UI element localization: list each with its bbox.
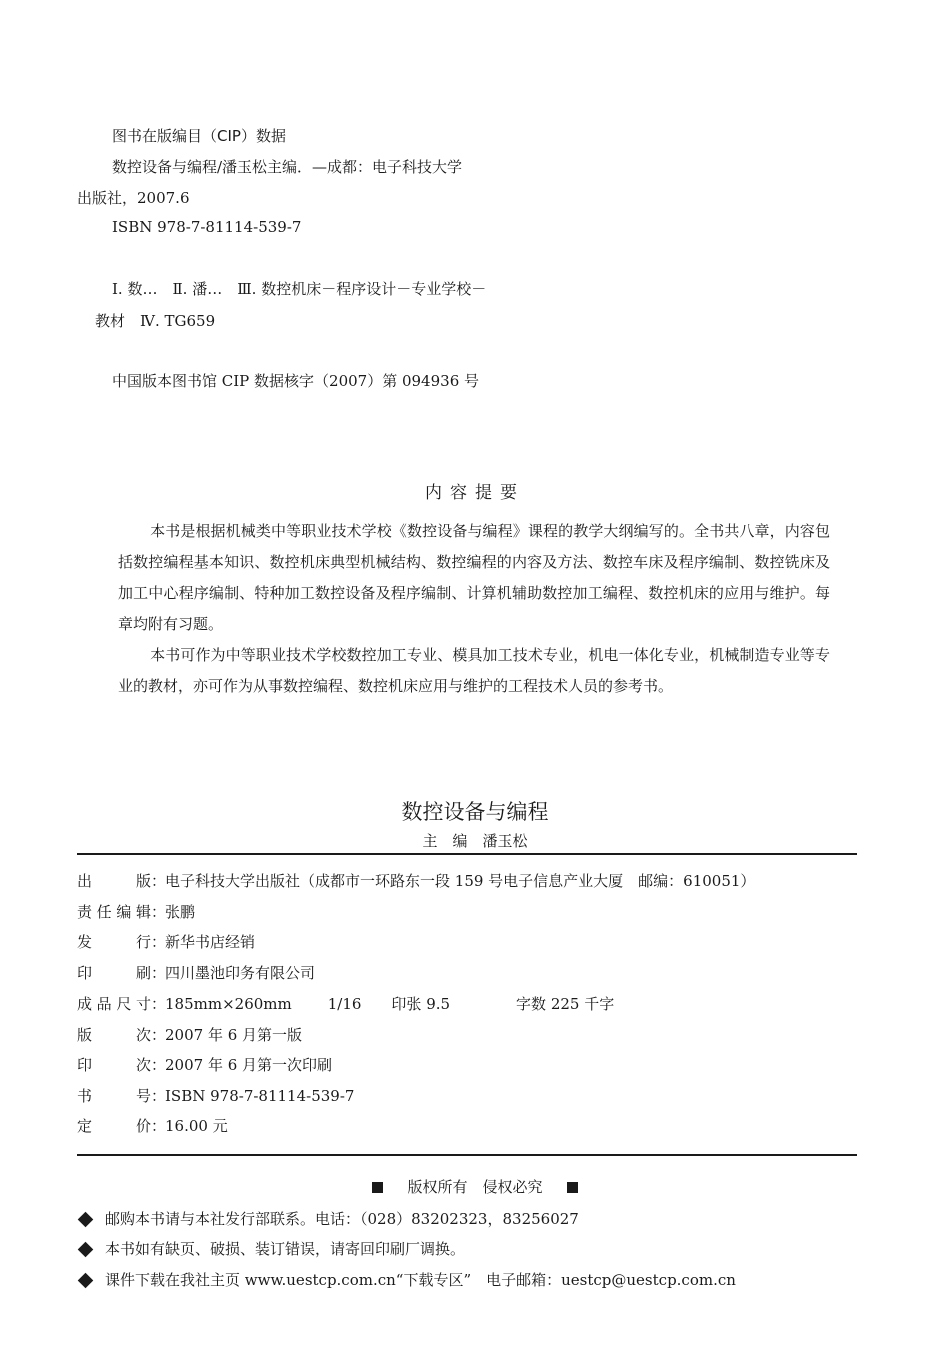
top-divider	[77, 853, 857, 855]
notice-text: 邮购本书请与本社发行部联系。电话：（028）83202323，83256027	[105, 1210, 579, 1228]
price-value: 16.00 元	[165, 1117, 228, 1135]
editor-label: 责任编辑	[77, 903, 151, 921]
info-printer: 印 刷：四川墨池印务有限公司	[77, 964, 316, 982]
copyright-notice	[0, 1176, 950, 1197]
size-label: 成品尺寸	[77, 995, 151, 1013]
cip-classification-2: 教材 Ⅳ. TG659	[95, 312, 216, 330]
notice-text: 课件下载在我社主页 www.uestcp.com.cn“下载专区” 电子邮箱：uestcp@uestcp.com.cn	[105, 1271, 736, 1289]
summary-paragraph-1	[118, 516, 830, 640]
cip-line-1: 数控设备与编程/潘玉松主编．—成都：电子科技大学	[112, 158, 463, 176]
distribution-label: 发 行	[77, 933, 151, 951]
summary-paragraph-1-text: 本书是根据机械类中等职业技术学校《数控设备与编程》课程的教学大纲编写的。全书共八章，内容包括数控编程基本知识、数控机床典型机械结构、数控编程的内容及方法、数控车床及程序编制、数控铣床及加工中心程序编制、特种加工数控设备及程序编制、计算机辅助数控加工编程、数控机床的应用与维护。每章均附有习题。	[118, 522, 830, 633]
price-label: 定 价	[77, 1117, 151, 1135]
distribution-value: 新华书店经销	[165, 933, 256, 951]
notice-download	[80, 1269, 736, 1290]
isbn-value: ISBN 978-7-81114-539-7	[165, 1087, 355, 1105]
sheets-value: 印张 9.5	[391, 995, 451, 1013]
edition-value: 2007 年 6 月第一版	[165, 1026, 303, 1044]
publisher-value: 电子科技大学出版社（成都市一环路东一段 159 号电子信息产业大厦 邮编：610051）	[165, 872, 756, 890]
cip-classification-1: Ⅰ. 数… Ⅱ. 潘… Ⅲ. 数控机床－程序设计－专业学校－	[112, 280, 487, 298]
words-value: 字数 225 千字	[516, 995, 615, 1013]
info-size: 成品尺寸：185mm×260mm 1/16 印张 9.5 字数 225 千字	[77, 995, 615, 1013]
printer-value: 四川墨池印务有限公司	[165, 964, 316, 982]
cip-isbn: ISBN 978-7-81114-539-7	[112, 218, 302, 236]
notice-defects	[80, 1238, 465, 1259]
summary-paragraph-2-text: 本书可作为中等职业技术学校数控加工专业、模具加工技术专业，机电一体化专业，机械制造专业等专业的教材，亦可作为从事数控编程、数控机床应用与维护的工程技术人员的参考书。	[118, 646, 830, 695]
diamond-bullet-icon	[78, 1272, 94, 1288]
copyright-text: 版权所有 侵权必究	[407, 1178, 543, 1196]
info-price: 定 价：16.00 元	[77, 1117, 228, 1135]
notice-mail-order	[80, 1208, 579, 1229]
printing-label: 印 次	[77, 1056, 151, 1074]
edition-label: 版 次	[77, 1026, 151, 1044]
cip-record-number: 中国版本图书馆 CIP 数据核字（2007）第 094936 号	[112, 372, 480, 390]
diamond-bullet-icon	[78, 1241, 94, 1257]
size-value: 185mm×260mm	[165, 995, 292, 1013]
isbn-label: 书 号	[77, 1087, 151, 1105]
info-edition: 版 次：2007 年 6 月第一版	[77, 1026, 303, 1044]
info-publisher: 出 版：电子科技大学出版社（成都市一环路东一段 159 号电子信息产业大厦 邮编：610051）	[77, 872, 756, 890]
printing-value: 2007 年 6 月第一次印刷	[165, 1056, 333, 1074]
info-distribution: 发 行：新华书店经销	[77, 933, 256, 951]
notice-text: 本书如有缺页、破损、装订错误，请寄回印刷厂调换。	[105, 1240, 466, 1258]
cip-title: 图书在版编目（CIP）数据	[112, 127, 286, 145]
format-value: 1/16	[327, 995, 362, 1013]
printer-label: 印 刷	[77, 964, 151, 982]
bottom-divider	[77, 1154, 857, 1156]
summary-paragraph-2	[118, 640, 830, 702]
info-printing: 印 次：2007 年 6 月第一次印刷	[77, 1056, 333, 1074]
info-isbn: 书 号：ISBN 978-7-81114-539-7	[77, 1087, 355, 1105]
square-bullet-icon	[567, 1182, 578, 1193]
chief-editor: 主 编 潘玉松	[422, 832, 528, 850]
cip-line-2: 出版社，2007.6	[77, 189, 190, 207]
info-editor: 责任编辑：张鹏	[77, 903, 196, 921]
diamond-bullet-icon	[78, 1211, 94, 1227]
publisher-label: 出 版	[77, 872, 151, 890]
summary-title: 内容提要	[425, 483, 525, 503]
editor-value: 张鹏	[165, 903, 196, 921]
square-bullet-icon	[372, 1182, 383, 1193]
book-title: 数控设备与编程	[401, 800, 549, 824]
